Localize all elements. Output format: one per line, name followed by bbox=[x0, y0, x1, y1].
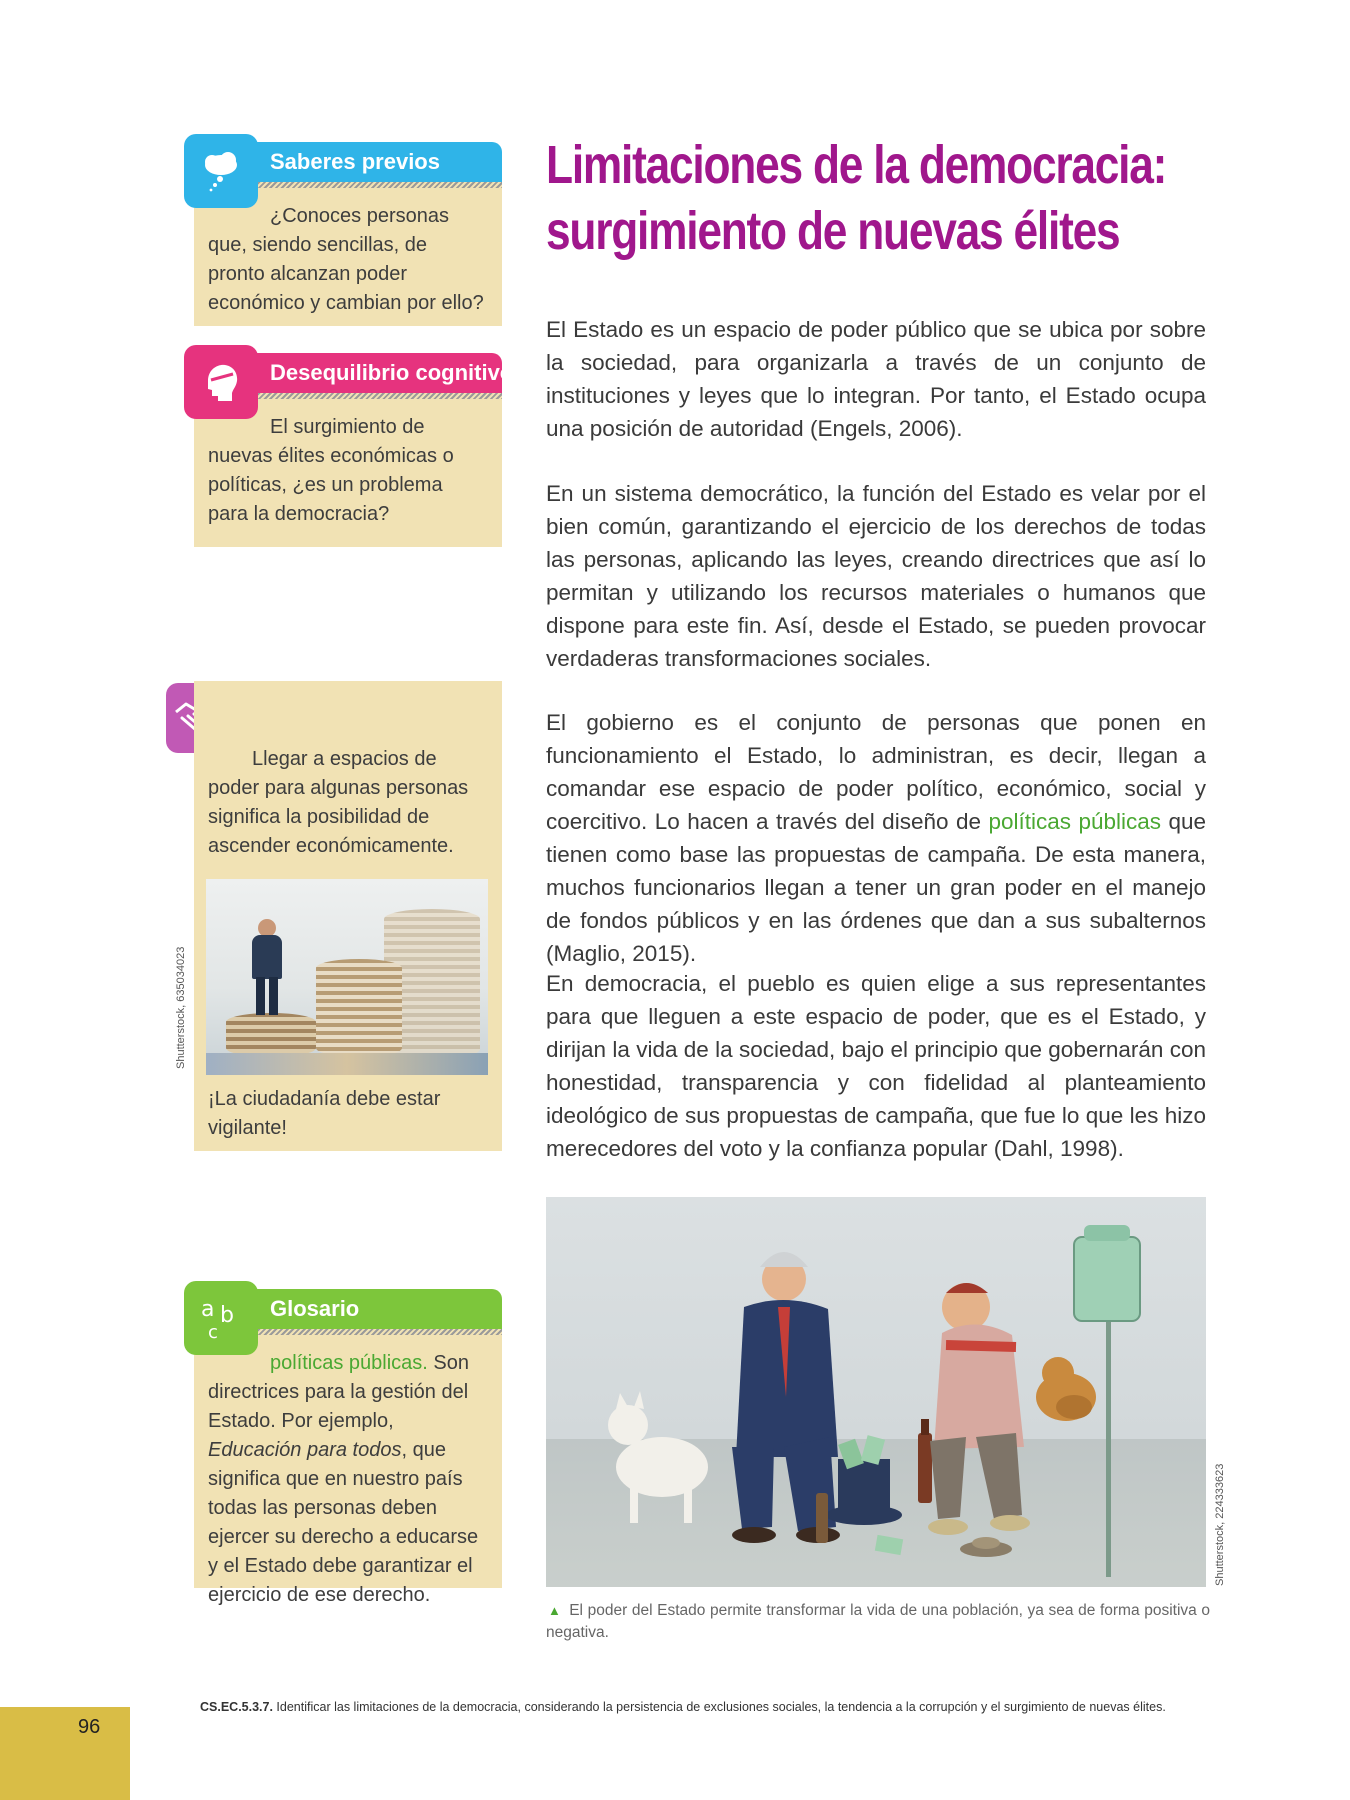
desequilibrio-title: Desequilibrio cognitivo bbox=[270, 360, 514, 385]
desequilibrio-text: El surgimiento de nuevas élites económicas o políticas, ¿es un problema para la democracia? bbox=[208, 416, 454, 525]
paragraph-1: El Estado es un espacio de poder público que se ubica por sobre la sociedad, para organizarla a través de un conjunto de instituciones y leyes que lo integran. Por tanto, el Estado ocupa una posición de autoridad (Engels, 2006). bbox=[546, 317, 1206, 441]
p3-term-politicas-publicas: políticas públicas bbox=[988, 809, 1161, 834]
competencia-body bbox=[194, 681, 502, 1151]
title-line2: surgimiento de nuevas élites bbox=[546, 201, 1120, 261]
paragraph-4: En democracia, el pueblo es quien elige a sus representantes para que lleguen a este espacio de poder, que es el Estado, y dirijan la vida de la sociedad, bajo el principio que gobernarán con honestidad, transparencia y con fidelidad al planteamiento ideológico de sus propuestas de campaña, que fue lo que les hizo merecedores del voto y la confianza popular (Dahl, 1998). bbox=[546, 971, 1206, 1161]
head-thinking-icon bbox=[184, 345, 258, 419]
glosario-definition-a: Son directrices para la gestión del Estado. Por ejemplo, bbox=[208, 1352, 470, 1432]
paragraph-3 bbox=[546, 706, 1206, 970]
title-line1: Limitaciones de la democracia: bbox=[546, 135, 1167, 195]
glosario-definition bbox=[208, 1349, 488, 1610]
saberes-previos-text: ¿Conoces personas que, siendo sencillas, de pronto alcanzan poder económico y cambian por ello? bbox=[208, 205, 484, 314]
glosario-example: Educación para todos bbox=[208, 1439, 402, 1461]
desequilibrio-body bbox=[194, 399, 502, 547]
p3-part-a: El gobierno es el conjunto de personas que ponen en funcionamiento el Estado, lo administran, es decir, llegan a comandar ese espacio de poder político, económico, social y coercitivo. Lo hacen a través del diseño de bbox=[546, 710, 1206, 834]
illustration-credit: Shutterstock, 224333623 bbox=[1214, 1463, 1226, 1586]
glosario-term: políticas públicas. bbox=[270, 1352, 428, 1374]
saberes-previos-title: Saberes previos bbox=[270, 149, 440, 174]
svg-text:a: a bbox=[201, 1297, 215, 1322]
competencia-socioemocional-box bbox=[194, 683, 502, 1151]
thought-cloud-icon bbox=[184, 134, 258, 208]
abc-letters-icon bbox=[184, 1281, 258, 1355]
curriculum-note bbox=[200, 1700, 1220, 1714]
glosario-body bbox=[194, 1335, 502, 1606]
page-title bbox=[546, 132, 1167, 264]
saberes-previos-box bbox=[194, 142, 502, 326]
curriculum-text: Identificar las limitaciones de la democracia, considerando la persistencia de exclusiones sociales, la tendencia a la corrupción y el surgimiento de nuevas élites. bbox=[272, 1700, 1166, 1714]
svg-text:b: b bbox=[220, 1303, 234, 1328]
photo-credit: Shutterstock, 635034023 bbox=[175, 946, 187, 1069]
glosario-definition-b: , que significa que en nuestro país todas las personas deben ejercer su derecho a educarse y el Estado debe garantizar el ejercicio de ese derecho. bbox=[208, 1439, 479, 1606]
curriculum-code: CS.EC.5.3.7. bbox=[200, 1700, 273, 1714]
desequilibrio-cognitivo-box bbox=[194, 353, 514, 547]
competencia-caption: ¡La ciudadanía debe estar vigilante! bbox=[208, 1088, 441, 1139]
illustration-caption bbox=[546, 1600, 1210, 1644]
paragraph-2: En un sistema democrático, la función del Estado es velar por el bien común, garantizando el ejercicio de los derechos de todas las personas, aplicando las leyes, creando directrices que así lo permitan y utilizando los recursos materiales o humanos que dispone para este fin. Así, desde el Estado, se pueden provocar verdaderas transformaciones sociales. bbox=[546, 481, 1206, 671]
glosario-box bbox=[194, 1289, 502, 1606]
svg-text:c: c bbox=[208, 1322, 218, 1343]
rich-and-poor-illustration bbox=[546, 1197, 1206, 1587]
glosario-title: Glosario bbox=[270, 1296, 360, 1321]
page-number: 96 bbox=[78, 1716, 101, 1738]
footer-band bbox=[0, 1707, 130, 1800]
caption-text: El poder del Estado permite transformar la vida de una población, ya sea de forma positiva o negativa. bbox=[546, 1602, 1210, 1641]
businessman-on-coins-photo bbox=[206, 879, 488, 1075]
saberes-previos-body bbox=[194, 188, 502, 326]
p3-part-b: que tienen como base las propuestas de campaña. De esta manera, muchos funcionarios llegan a tener un gran poder en el manejo de fondos públicos y en las órdenes que dan a sus subalternos (Maglio, 2015). bbox=[546, 809, 1207, 966]
competencia-text: Llegar a espacios de poder para algunas personas significa la posibilidad de ascender económicamente. bbox=[208, 748, 469, 857]
triangle-bullet-icon: ▲ bbox=[548, 1603, 562, 1618]
